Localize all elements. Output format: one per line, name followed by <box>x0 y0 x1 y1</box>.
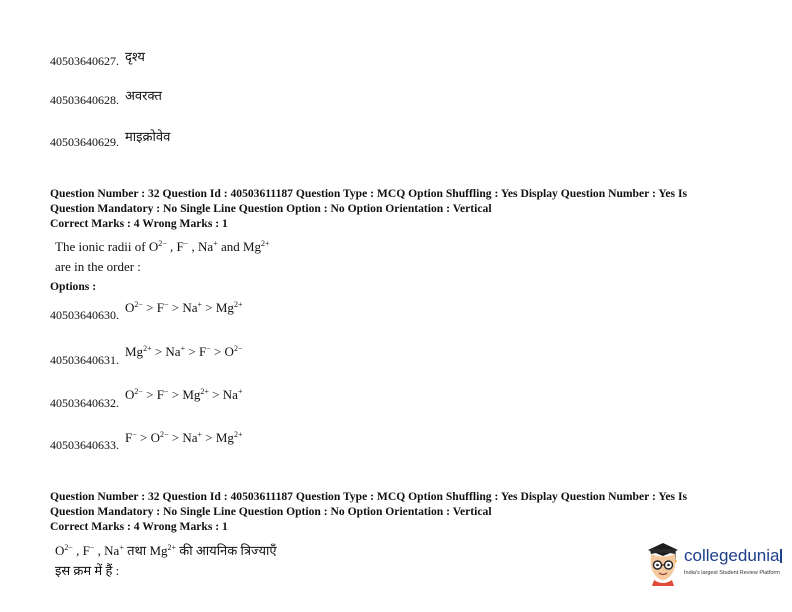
option-id: 40503640629. <box>50 135 119 149</box>
question-meta-line: Question Number : 32 Question Id : 40503611187 Question Type : MCQ Option Shuffling : Yes Display Question Number : Yes Is <box>50 490 687 503</box>
option-text: $O^{2-} > F^- > Na^+ > Mg^{2+}$ <box>125 300 243 315</box>
option-id: 40503640628. <box>50 93 119 107</box>
option-id: 40503640630. <box>50 308 119 322</box>
options-label: Options : <box>50 280 97 293</box>
option-text: $F^- > O^{2-} > Na^+ > Mg^{2+}$ <box>125 430 243 445</box>
option-text: $Mg^{2+} > Na^+ > F^- > O^{2-}$ <box>125 344 243 359</box>
option-id: 40503640633. <box>50 438 119 452</box>
logo-bar <box>780 549 782 563</box>
option-text: दृश्य <box>125 49 145 64</box>
option-id: 40503640631. <box>50 353 119 367</box>
question-meta-line: Question Number : 32 Question Id : 40503611187 Question Type : MCQ Option Shuffling : Yes Display Question Number : Yes Is <box>50 187 687 200</box>
question-stem-line: इस क्रम में हैं : <box>55 563 120 578</box>
question-meta-line: Question Mandatory : No Single Line Question Option : No Option Orientation : Vertical <box>50 202 492 215</box>
question-marks: Correct Marks : 4 Wrong Marks : 1 <box>50 520 228 533</box>
question-stem-line: are in the order : <box>55 259 141 274</box>
question-marks: Correct Marks : 4 Wrong Marks : 1 <box>50 217 228 230</box>
option-text: $O^{2-} > F^- > Mg^{2+} > Na^+$ <box>125 387 243 402</box>
question-stem: The ionic radii of $O^{2-}$ , F− , Na+ and $Mg^{2+}$ <box>55 239 270 254</box>
logo-wordmark: collegedunia <box>684 546 780 565</box>
question-stem: $O^{2-}$ , F− , Na+ तथा $Mg^{2+}$ की आयनिक त्रिज्याएँ <box>55 543 277 558</box>
option-id: 40503640627. <box>50 54 119 68</box>
option-id: 40503640632. <box>50 396 119 410</box>
logo-tagline: India's largest Student Review Platform <box>684 570 780 576</box>
graduate-mascot-icon <box>644 540 682 586</box>
option-text: अवरक्त <box>125 88 162 103</box>
option-text: माइक्रोवेव <box>125 129 171 144</box>
question-meta-line: Question Mandatory : No Single Line Question Option : No Option Orientation : Vertical <box>50 505 492 518</box>
collegedunia-logo <box>644 540 784 590</box>
